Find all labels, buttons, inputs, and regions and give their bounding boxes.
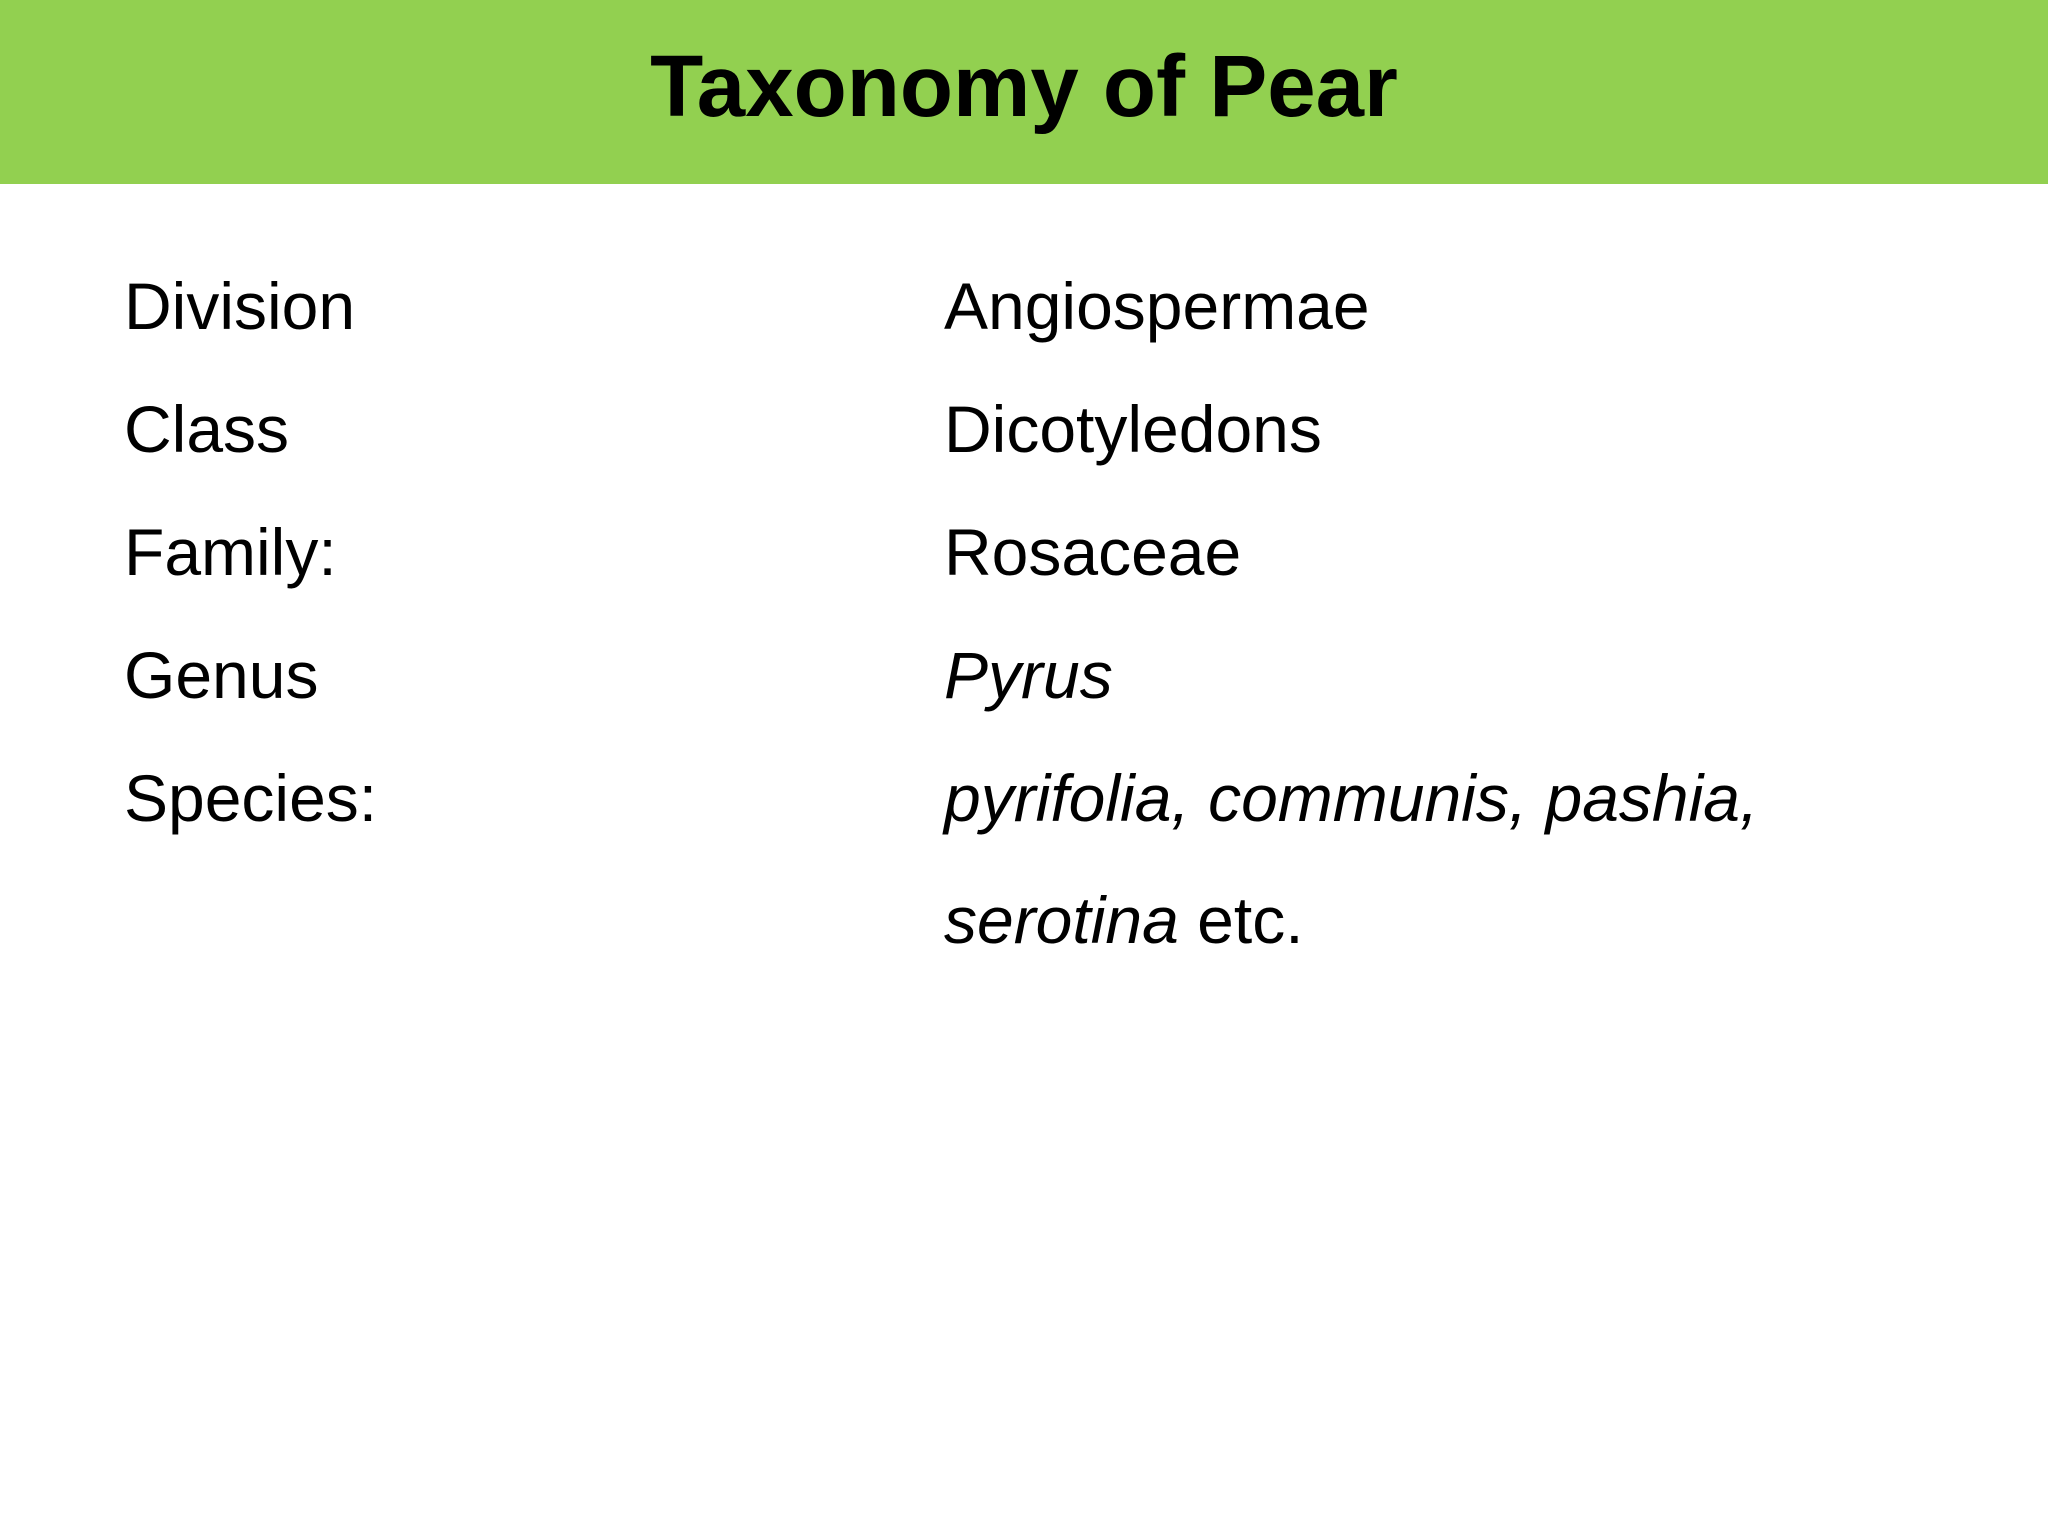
rank-label-class: Class xyxy=(124,392,290,466)
species-continuation-italic: serotina xyxy=(944,883,1179,957)
species-continuation-plain: etc. xyxy=(1178,883,1304,957)
rank-value-division: Angiospermae xyxy=(944,269,1370,343)
taxonomy-row-class xyxy=(0,389,2048,469)
taxonomy-row-genus xyxy=(0,635,2048,715)
title-bar xyxy=(0,0,2048,184)
taxonomy-row-species-continuation xyxy=(0,880,2048,960)
rank-label-species: Species: xyxy=(124,761,378,835)
rank-label-division: Division xyxy=(124,269,356,343)
rank-value-family: Rosaceae xyxy=(944,515,1242,589)
rank-value-class: Dicotyledons xyxy=(944,392,1322,466)
rank-label-genus: Genus xyxy=(124,638,319,712)
rank-value-species: pyrifolia, communis, pashia, xyxy=(944,761,1759,835)
taxonomy-row-species xyxy=(0,758,2048,838)
slide-title: Taxonomy of Pear xyxy=(650,37,1398,135)
rank-label-family: Family: xyxy=(124,515,337,589)
taxonomy-row-family xyxy=(0,512,2048,592)
species-continuation xyxy=(944,880,1304,960)
taxonomy-row-division xyxy=(0,266,2048,346)
rank-value-genus: Pyrus xyxy=(944,638,1113,712)
